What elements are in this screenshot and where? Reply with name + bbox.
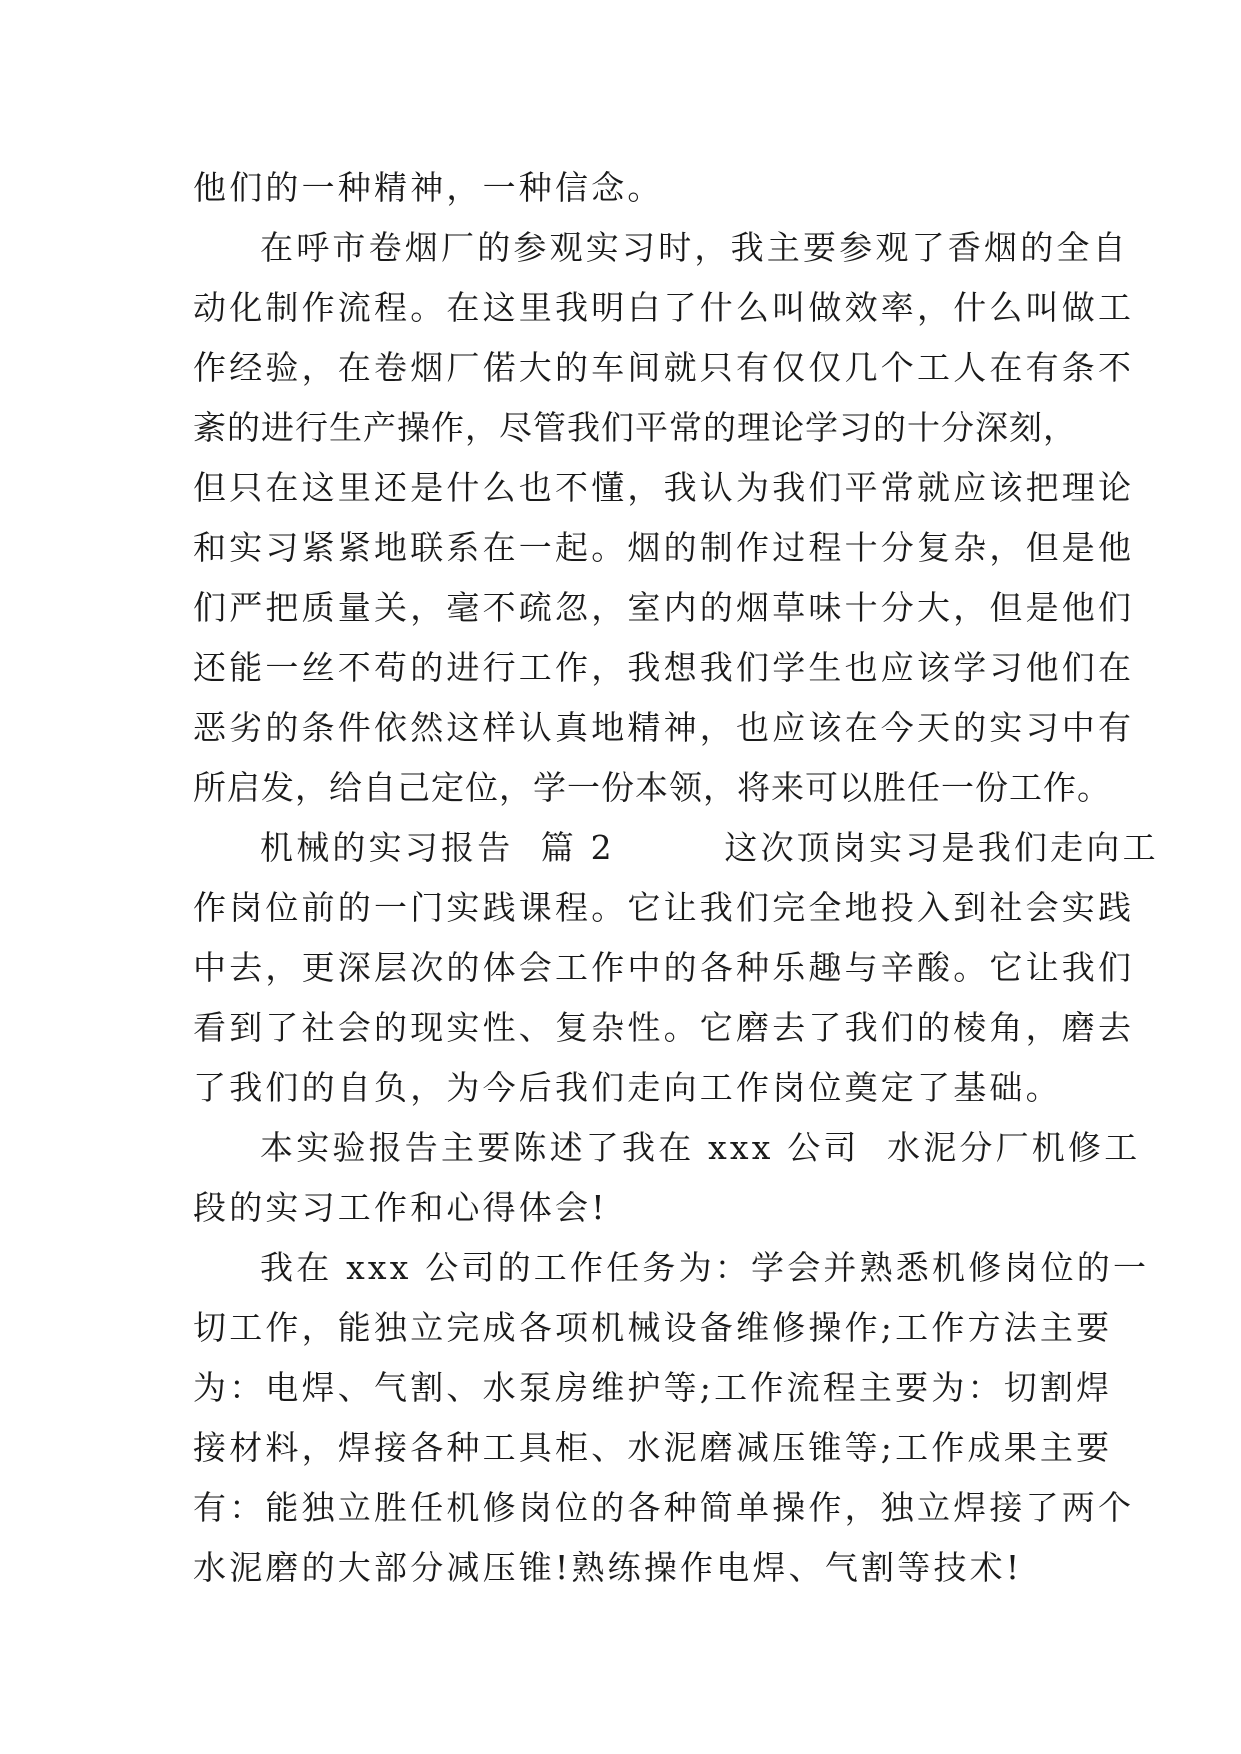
text-line: 和实习紧紧地联系在一起。烟的制作过程十分复杂，但是他 <box>193 528 1135 567</box>
text-line: 恶劣的条件依然这样认真地精神，也应该在今天的实习中有 <box>193 708 1135 747</box>
text-line: 我在 xxx 公司的工作任务为：学会并熟悉机修岗位的一 <box>260 1248 1150 1287</box>
text-line: 们严把质量关，毫不疏忽，室内的烟草味十分大，但是他们 <box>193 588 1135 627</box>
text-line: 但只在这里还是什么也不懂，我认为我们平常就应该把理论 <box>193 468 1135 507</box>
text-line: 了我们的自负，为今后我们走向工作岗位奠定了基础。 <box>193 1068 1062 1107</box>
text-line: 切工作，能独立完成各项机械设备维修操作;工作方法主要 <box>193 1308 1113 1347</box>
text-line: 为：电焊、气割、水泵房维护等;工作流程主要为：切割焊 <box>193 1368 1113 1407</box>
text-line: 本实验报告主要陈述了我在 xxx 公司 水泥分厂机修工 <box>260 1128 1141 1167</box>
text-line: 水泥磨的大部分减压锥!熟练操作电焊、气割等技术! <box>193 1548 1023 1587</box>
section-heading-line: 机械的实习报告 篇 2 这次顶岗实习是我们走向工 <box>260 828 1159 867</box>
text-line: 他们的一种精神，一种信念。 <box>193 168 664 207</box>
text-line: 有：能独立胜任机修岗位的各种简单操作，独立焊接了两个 <box>193 1488 1135 1527</box>
text-line: 看到了社会的现实性、复杂性。它磨去了我们的棱角，磨去 <box>193 1008 1135 1047</box>
text-line: 所启发，给自己定位，学一份本领，将来可以胜任一份工作。 <box>193 768 1111 807</box>
text-line: 动化制作流程。在这里我明白了什么叫做效率，什么叫做工 <box>193 288 1135 327</box>
text-line: 在呼市卷烟厂的参观实习时，我主要参观了香烟的全自 <box>260 228 1129 267</box>
text-line: 中去，更深层次的体会工作中的各种乐趣与辛酸。它让我们 <box>193 948 1135 987</box>
text-line: 段的实习工作和心得体会! <box>193 1188 608 1227</box>
text-line: 作岗位前的一门实践课程。它让我们完全地投入到社会实践 <box>193 888 1135 927</box>
text-line: 还能一丝不苟的进行工作，我想我们学生也应该学习他们在 <box>193 648 1135 687</box>
text-line: 接材料，焊接各种工具柜、水泥磨减压锥等;工作成果主要 <box>193 1428 1113 1467</box>
body-text <box>193 158 1159 1598</box>
text-line: 紊的进行生产操作，尽管我们平常的理论学习的十分深刻， <box>193 408 1077 447</box>
text-line: 作经验，在卷烟厂偌大的车间就只有仅仅几个工人在有条不 <box>193 348 1135 387</box>
